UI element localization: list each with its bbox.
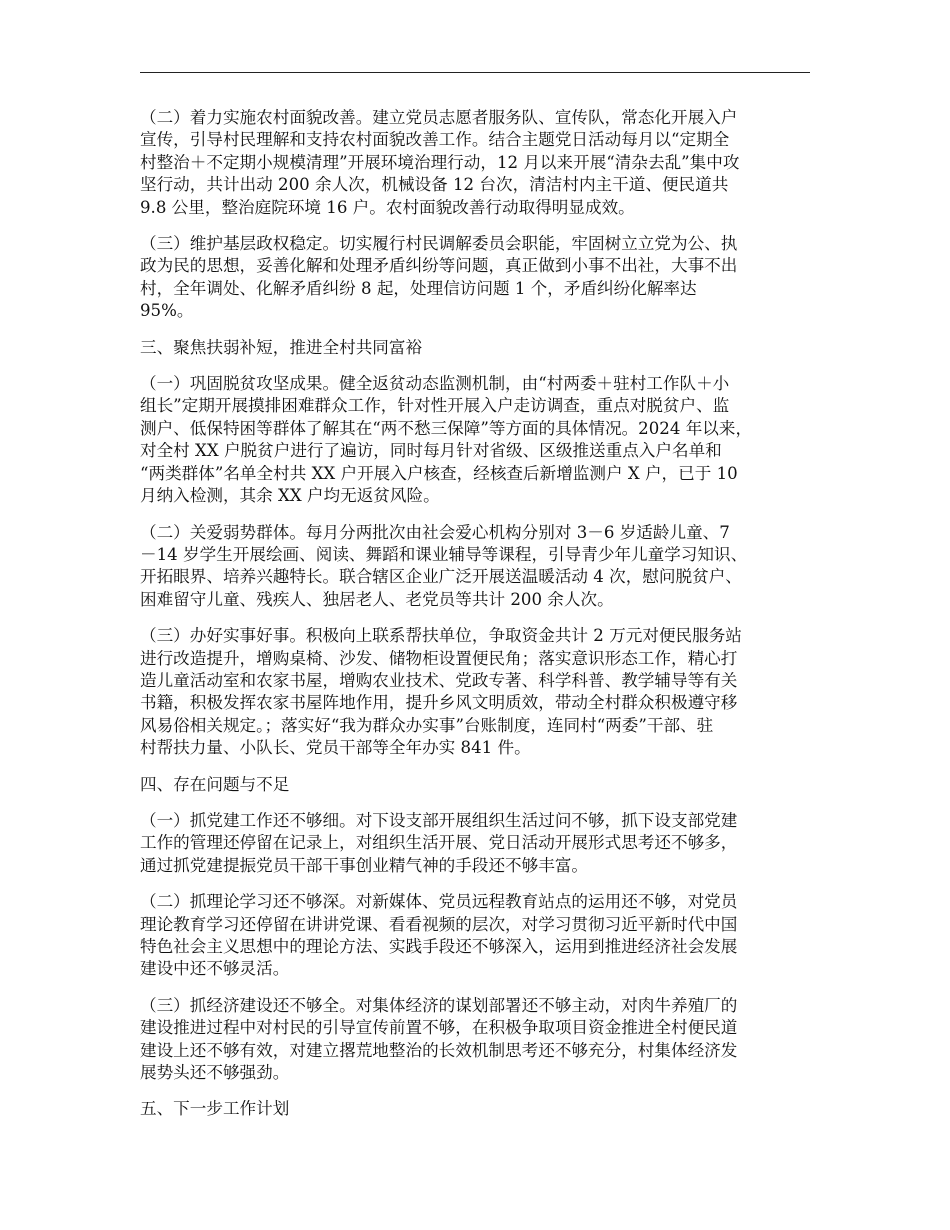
document-body — [140, 107, 818, 1135]
paragraph-practical-matters: （三）办好实事好事。积极向上联系帮扶单位，争取资金共计 2 万元对便民服务站 进行改造提升，增购桌椅、沙发、储物柜设置便民角；落实意识形态工作，精心打 造儿童活动室和农家书屋，增购农业技术、党政专著、科学科普、教学辅导等有关 书籍，积极发挥农家书屋阵地作用，提升乡风文明质效，带动全村群众积极遵守移 风易俗相关规定。；落实好“我为群众办实事”台账制度，连同村“两委”干部、驻 村帮扶力量、小队长、党员干部等全年办实 841 件。 — [140, 626, 742, 758]
section-heading-4: 四、存在问题与不足 — [140, 774, 290, 794]
paragraph-economic-issue: （三）抓经济建设还不够全。对集体经济的谋划部署还不够主动，对肉牛养殖厂的 建设推进过程中对村民的引导宣传前置不够，在积极争取项目资金推进全村便民道 建设上还不够有效，对建立撂荒地整治的长效机制思考还不够充分，村集体经济发 展势头还不够强劲。 — [140, 995, 738, 1083]
paragraph-vulnerable-groups: （二）关爱弱势群体。每月分两批次由社会爱心机构分别对 3－6 岁适龄儿童、7 －14 岁学生开展绘画、阅读、舞蹈和课业辅导等课程，引导青少年儿童学习知识、 开拓眼界、培养兴趣特长。联合辖区企业广泛开展送温暖活动 4 次，慰问脱贫户、 困难留守儿童、残疾人、独居老人、老党员等共计 200 余人次。 — [140, 522, 748, 609]
section-heading-3: 三、聚焦扶弱补短，推进全村共同富裕 — [140, 337, 423, 357]
section-heading-5: 五、下一步工作计划 — [140, 1099, 290, 1119]
paragraph-rural-appearance: （二）着力实施农村面貌改善。建立党员志愿者服务队、宣传队，常态化开展入户 宣传，引导村民理解和支持农村面貌改善工作。结合主题党日活动每月以“定期全 村整治＋不定期小规模清理”开展环境治理行动，12 月以来开展“清杂去乱”集中攻 坚行动，共计出动 200 余人次，机械设备 12 台次，清洁村内主干道、便民道共 9.8 公里，整治庭院环境 16 户。农村面貌改善行动取得明显成效。 — [140, 108, 740, 217]
paragraph-grassroots-stability: （三）维护基层政权稳定。切实履行村民调解委员会职能，牢固树立立党为公、执 政为民的思想，妥善化解和处理矛盾纠纷等问题，真正做到小事不出社，大事不出 村，全年调处、化解矛盾纠纷 8 起，处理信访问题 1 个，矛盾纠纷化解率达 95%。 — [140, 234, 738, 321]
paragraph-theory-study-issue: （二）抓理论学习还不够深。对新媒体、党员远程教育站点的运用还不够，对党员 理论教育学习还停留在讲讲党课、看看视频的层次，对学习贯彻习近平新时代中国 特色社会主义思想中的理论方法、实践手段还不够深入，运用到推进经济社会发展 建设中还不够灵活。 — [140, 892, 738, 979]
paragraph-poverty-results: （一）巩固脱贫攻坚成果。健全返贫动态监测机制，由“村两委＋驻村工作队＋小 组长”定期开展摸排困难群众工作，针对性开展入户走访调查，重点对脱贫户、监 测户、低保特困等群体了解其在“两不愁三保障”等方面的具体情况。2024 年以来， 对全村 XX 户脱贫户进行了遍访，同时每月针对省级、区级推送重点入户名单和 “两类群体”名单全村共 XX 户开展入户核查，经核查后新增监测户 X 户，已于 10 月纳入检测，其余 XX 户均无返贫风险。 — [140, 374, 753, 506]
paragraph-party-building-issue: （一）抓党建工作还不够细。对下设支部开展组织生活过问不够，抓下设支部党建 工作的管理还停留在记录上，对组织生活开展、党日活动开展形式思考还不够多， 通过抓党建提振党员干部干事创业精气神的手段还不够丰富。 — [140, 810, 738, 875]
header-rule — [140, 72, 810, 73]
